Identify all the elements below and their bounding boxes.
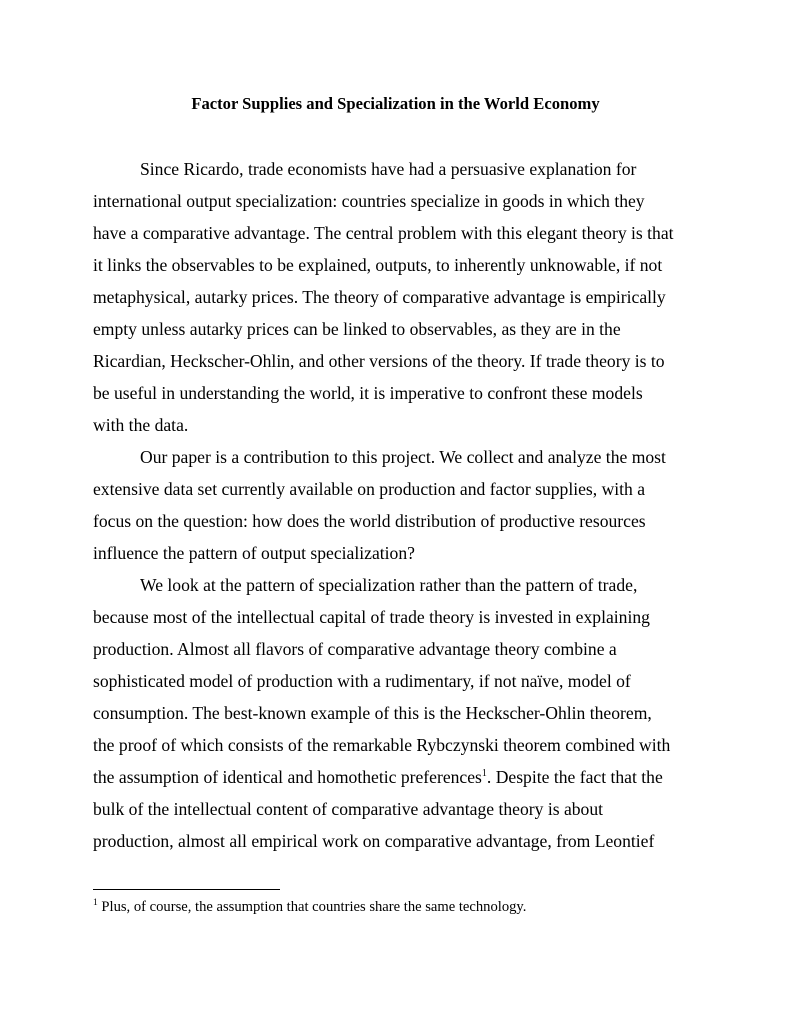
paragraph-3-line-8: bulk of the intellectual content of comparative advantage theory is about xyxy=(93,799,604,819)
paragraph-1-line-9: with the data. xyxy=(93,415,189,435)
paragraph-3-line-7-text: the assumption of identical and homothetic preferences xyxy=(93,767,482,787)
paragraph-3-line-3: production. Almost all flavors of comparative advantage theory combine a xyxy=(93,639,617,659)
paragraph-1-line-2: international output specialization: countries specialize in goods in which they xyxy=(93,191,645,211)
paragraph-3-line-2: because most of the intellectual capital of trade theory is invested in explaining xyxy=(93,607,650,627)
footnote-text: Plus, of course, the assumption that countries share the same technology. xyxy=(101,899,527,915)
paragraph-1-line-6: empty unless autarky prices can be linked to observables, as they are in the xyxy=(93,319,621,339)
paragraph-1-line-1: Since Ricardo, trade economists have had a persuasive explanation for xyxy=(140,159,637,179)
paragraph-3-line-5: consumption. The best-known example of this is the Heckscher-Ohlin theorem, xyxy=(93,703,652,723)
paragraph-3-line-4: sophisticated model of production with a rudimentary, if not naïve, model of xyxy=(93,671,631,691)
paragraph-2-line-1: Our paper is a contribution to this project. We collect and analyze the most xyxy=(140,447,666,467)
paragraph-2-line-2: extensive data set currently available on production and factor supplies, with a xyxy=(93,479,646,499)
paragraph-1-line-5: metaphysical, autarky prices. The theory of comparative advantage is empirically xyxy=(93,287,666,307)
footnote-divider xyxy=(93,889,280,890)
footnote-reference[interactable]: 1 xyxy=(481,768,487,779)
paragraph-3-line-9: production, almost all empirical work on comparative advantage, from Leontief xyxy=(93,831,655,851)
footnote xyxy=(93,897,526,917)
paragraph-2-line-3: focus on the question: how does the world distribution of productive resources xyxy=(93,511,646,531)
paragraph-1-line-8: be useful in understanding the world, it is imperative to confront these models xyxy=(93,383,643,403)
paragraph-1-line-4: it links the observables to be explained, outputs, to inherently unknowable, if not xyxy=(93,255,663,275)
paragraph-3-line-1: We look at the pattern of specialization rather than the pattern of trade, xyxy=(140,575,638,595)
paragraph-3-line-7 xyxy=(93,765,663,789)
paragraph-2-line-4: influence the pattern of output specialization? xyxy=(93,543,415,563)
page-title: Factor Supplies and Specialization in the World Economy xyxy=(191,94,600,113)
paragraph-3-line-6: the proof of which consists of the remarkable Rybczynski theorem combined with xyxy=(93,735,671,755)
paragraph-3-line-7-after-ref: . Despite the fact that the xyxy=(486,767,663,787)
paragraph-1-line-7: Ricardian, Heckscher-Ohlin, and other versions of the theory. If trade theory is to xyxy=(93,351,665,371)
footnote-number: 1 xyxy=(93,898,98,908)
paragraph-1-line-3: have a comparative advantage. The central problem with this elegant theory is that xyxy=(93,223,674,243)
